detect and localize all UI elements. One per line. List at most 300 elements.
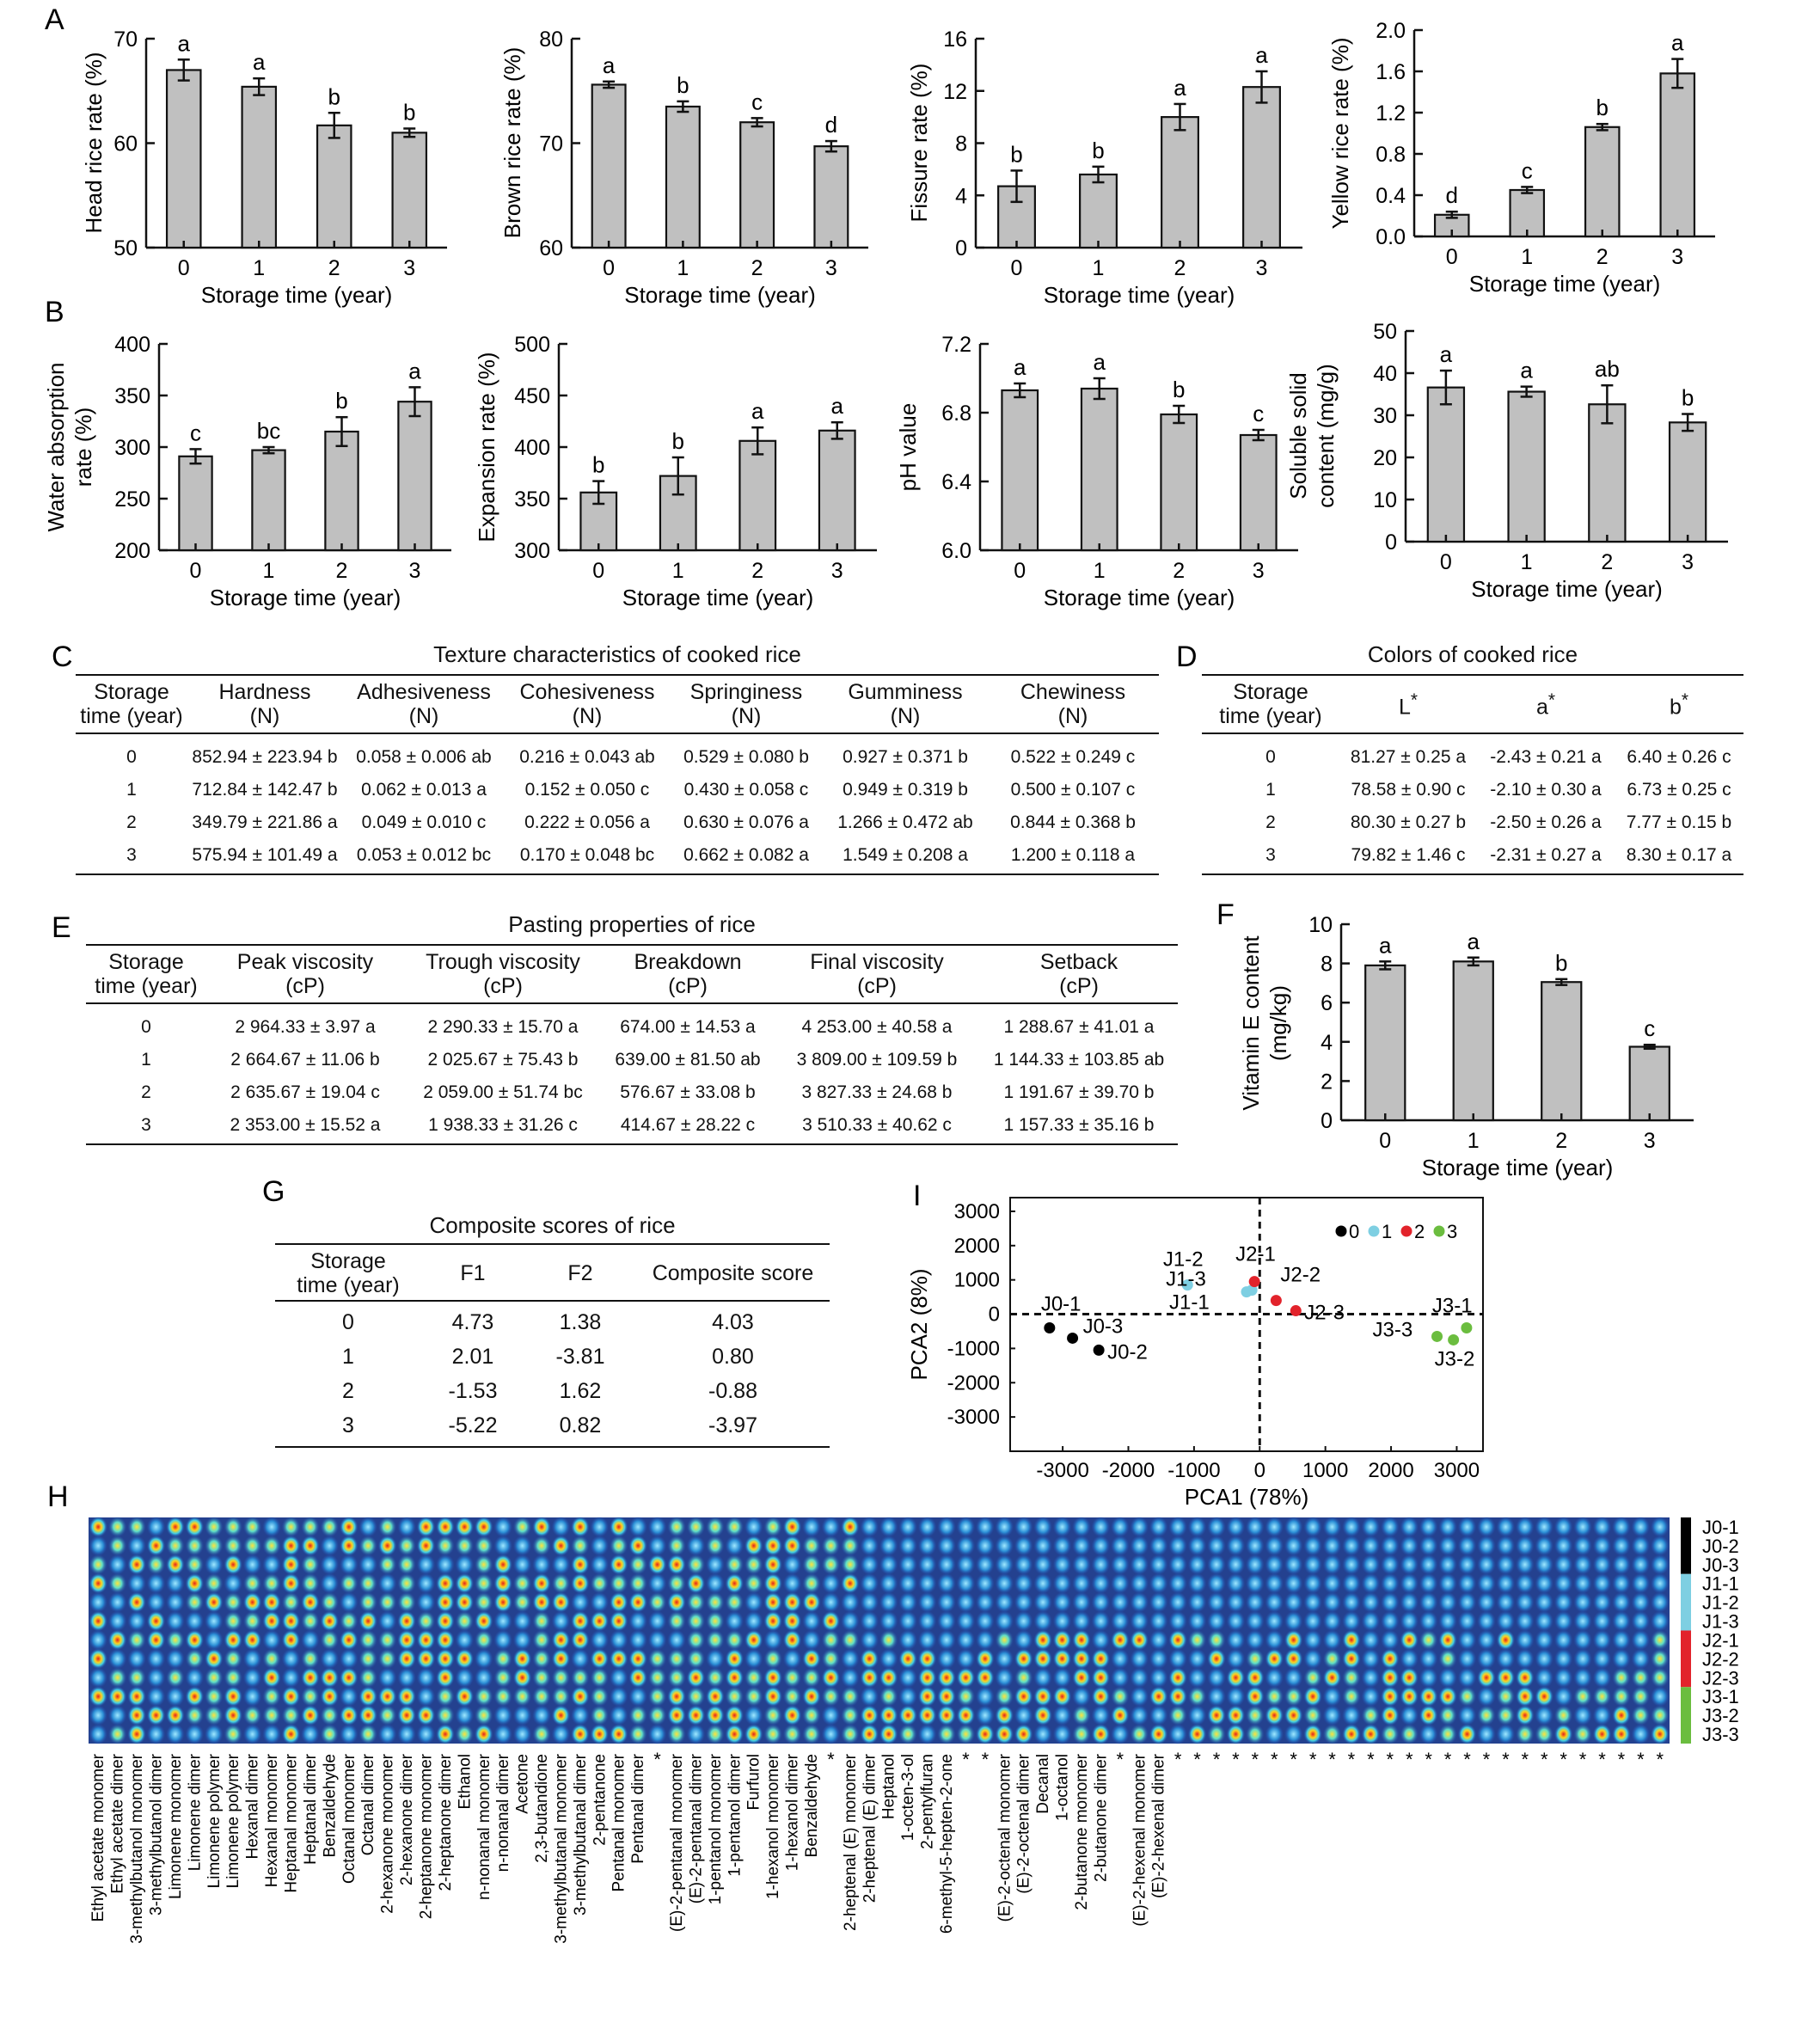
scatter-point-J2-3 [1290,1305,1302,1316]
header-line: F2 [567,1261,593,1285]
compound-label-unidentified: * [1656,1749,1664,1770]
y-tick-label: 200 [114,539,150,563]
heatmap-cell [475,1554,493,1575]
heatmap-cell [1111,1705,1130,1726]
y-axis-label: Brown rice rate (%) [499,46,525,239]
heatmap-cell [1072,1554,1091,1575]
heatmap-cell [996,1517,1014,1537]
heatmap-cell [397,1536,416,1556]
heatmap-cell [1227,1592,1246,1613]
significance-letter: a [1093,349,1106,375]
heatmap-cell [475,1629,493,1650]
heatmap-cell [802,1610,821,1631]
heatmap-cell [224,1573,242,1594]
heatmap-cell [1053,1554,1072,1575]
heatmap-cell [1303,1724,1322,1744]
heatmap-cell [224,1705,242,1726]
heatmap-cell [726,1517,745,1537]
heatmap-cell [1053,1648,1072,1669]
heatmap-cell [591,1517,610,1537]
x-tick-label: 0 [1253,1459,1265,1482]
heatmap-cell [802,1667,821,1688]
header-line: (N) [408,704,439,728]
heatmap-cell [1092,1648,1111,1669]
heatmap-cell [205,1648,224,1669]
heatmap-cell [1014,1705,1033,1726]
heatmap-cell [898,1610,917,1631]
heatmap-cell [726,1648,745,1669]
heatmap-cell [1092,1592,1111,1613]
y-axis-label: Head rice rate (%) [81,52,107,234]
heatmap-cell [493,1724,512,1744]
heatmap-cell [1014,1554,1033,1575]
heatmap-cell [1130,1629,1149,1650]
x-tick-label: 3 [1682,550,1694,574]
heatmap-cell [89,1592,107,1613]
heatmap-cell [127,1724,146,1744]
heatmap-cell [1149,1554,1168,1575]
table-cell: 2 [1265,812,1276,832]
panel-letter-C: C [52,641,73,673]
compound-label-unidentified: * [1347,1749,1356,1770]
y-tick-label: 40 [1373,362,1397,386]
point-label: J0-2 [1107,1340,1148,1364]
table-header-cell [76,677,187,731]
heatmap-cell [1168,1517,1187,1537]
bar-chart-A2 [499,28,868,308]
superscript: * [1681,690,1688,711]
heatmap-cell [127,1554,146,1575]
heatmap-cell [321,1573,340,1594]
heatmap-cell [591,1667,610,1688]
heatmap-cell [667,1592,686,1613]
table-cell: 78.58 ± 0.90 c [1351,780,1466,800]
compound-label: 2-butanone monomer [1072,1754,1091,1910]
heatmap-cell [224,1667,242,1688]
heatmap-cell [358,1517,377,1537]
heatmap-cell [1400,1686,1419,1707]
heatmap-cell [1419,1629,1438,1650]
heatmap-cell [783,1667,802,1688]
heatmap-cell [1053,1517,1072,1537]
heatmap-cell [1632,1686,1651,1707]
heatmap-cell [475,1536,493,1556]
table-D [1202,677,1743,872]
heatmap-cell [1593,1705,1612,1726]
heatmap-cell [1438,1554,1457,1575]
heatmap-cell [301,1610,320,1631]
header-line: (cP) [857,974,897,998]
heatmap-cell [763,1592,782,1613]
heatmap-cell [1516,1592,1535,1613]
table-cell: 0.062 ± 0.013 a [361,780,487,800]
heatmap-cell [802,1573,821,1594]
y-tick-label: 0.8 [1376,143,1406,167]
compound-label: (E)-2-octenal monomer [996,1754,1014,1922]
heatmap-cell [628,1724,647,1744]
heatmap-cell [822,1686,841,1707]
heatmap-cell [822,1536,841,1556]
heatmap-cell [1516,1667,1535,1688]
compound-label: Limonene monomer [166,1754,185,1899]
heatmap-cell [243,1517,262,1537]
y-tick-label: 6.4 [941,470,971,494]
y-axis-label: content (mg/g) [1313,364,1339,508]
heatmap-cell [532,1517,551,1537]
heatmap-cell [1168,1648,1187,1669]
heatmap-cell [1554,1536,1573,1556]
heatmap-cell [1014,1629,1033,1650]
heatmap-cell [898,1554,917,1575]
heatmap-cell [1323,1724,1342,1744]
heatmap-cell [1303,1629,1322,1650]
heatmap-cell [1573,1629,1592,1650]
heatmap-cell [1284,1686,1303,1707]
heatmap-cell [243,1592,262,1613]
heatmap-cell [628,1705,647,1726]
bar-1 [1509,392,1545,542]
heatmap-cell [1438,1573,1457,1594]
heatmap-cell [513,1705,532,1726]
heatmap-cell [1438,1610,1457,1631]
heatmap-cell [1092,1667,1111,1688]
table-cell: 80.30 ± 0.27 b [1350,812,1467,832]
heatmap-cell [726,1629,745,1650]
heatmap-cell [1207,1724,1226,1744]
y-tick-label: -3000 [947,1406,1000,1430]
heatmap-cell [475,1686,493,1707]
heatmap-cell [493,1686,512,1707]
heatmap-cell [532,1648,551,1669]
y-tick-label: 6.8 [941,402,971,426]
heatmap-cell [1554,1629,1573,1650]
heatmap-cell [1573,1724,1592,1744]
table-cell: 349.79 ± 221.86 a [192,812,338,832]
heatmap-cell [1033,1517,1052,1537]
heatmap-cell [861,1536,879,1556]
legend-marker-1 [1369,1226,1380,1237]
significance-letter: ab [1594,356,1620,383]
y-tick-label: 300 [114,436,150,460]
heatmap-cell [1516,1573,1535,1594]
heatmap-cell [1265,1610,1284,1631]
heatmap-cell [1535,1536,1553,1556]
heatmap-cell [262,1648,281,1669]
heatmap-cell [1362,1592,1381,1613]
heatmap-cell [127,1629,146,1650]
table-cell: 1 144.33 ± 103.85 ab [993,1050,1165,1070]
heatmap-cell [436,1610,455,1631]
heatmap-cell [591,1648,610,1669]
table-header-row [1202,677,1743,731]
compound-label: Benzaldehyde [321,1754,340,1858]
heatmap-cell [571,1610,590,1631]
compound-label: (E)-2-octenal dimer [1014,1754,1033,1894]
heatmap-cell [262,1686,281,1707]
compound-label: 2-heptanone monomer [417,1754,436,1920]
compound-label: Limonene polymer [224,1754,243,1889]
heatmap-cell [378,1573,397,1594]
heatmap-cell [1362,1517,1381,1537]
heatmap-cell [1284,1667,1303,1688]
heatmap-cell [1168,1554,1187,1575]
bar-1 [1511,190,1544,236]
heatmap-cell [1535,1686,1553,1707]
heatmap-cell [879,1648,898,1669]
heatmap-cell [879,1517,898,1537]
heatmap-cell [1400,1629,1419,1650]
heatmap-cell [996,1573,1014,1594]
heatmap-cell [1516,1629,1535,1650]
heatmap-cell [1419,1667,1438,1688]
heatmap-cell [301,1686,320,1707]
y-tick-label: 6.0 [941,539,971,563]
heatmap-cell [1053,1629,1072,1650]
header-line: Hardness [218,680,311,704]
sample-label: J1-3 [1702,1610,1739,1633]
heatmap-cell [937,1686,956,1707]
heatmap-cell [726,1724,745,1744]
significance-letter: b [677,71,689,98]
table-G-bottom-rule [275,1446,830,1448]
heatmap-cell [628,1592,647,1613]
x-tick-label: 3 [1643,1129,1656,1153]
heatmap-cell [1014,1517,1033,1537]
bar-2 [1589,404,1625,542]
heatmap-cell [571,1724,590,1744]
table-cell: 0.630 ± 0.076 a [683,812,809,832]
heatmap-cell [513,1573,532,1594]
bar-3 [1630,1047,1670,1121]
heatmap-cell [1651,1686,1670,1707]
heatmap-cell [1554,1648,1573,1669]
heatmap-cell [996,1629,1014,1650]
heatmap-cell [763,1573,782,1594]
heatmap-cell [456,1724,475,1744]
heatmap-cell [1014,1592,1033,1613]
heatmap-cell [628,1686,647,1707]
heatmap-cell [1188,1610,1207,1631]
heatmap-cell [1593,1536,1612,1556]
compound-label-unidentified: * [962,1749,970,1770]
heatmap-cell [1458,1592,1477,1613]
bar-2 [325,432,358,550]
table-row [275,1374,830,1408]
bar-chart-A1 [81,28,447,308]
heatmap-cell [358,1705,377,1726]
y-tick-label: 12 [943,79,967,104]
significance-letter: a [751,398,764,425]
heatmap-cell [1419,1536,1438,1556]
table-row [86,1109,1178,1142]
heatmap-cell [301,1554,320,1575]
heatmap-cell [1265,1724,1284,1744]
heatmap-cell [186,1592,205,1613]
heatmap-cell [436,1648,455,1669]
heatmap-cell [321,1536,340,1556]
heatmap-cell [610,1610,628,1631]
y-tick-label: 10 [1308,913,1333,937]
heatmap-cell [1535,1610,1553,1631]
heatmap-cell [628,1536,647,1556]
x-tick-label: 1 [262,559,275,583]
heatmap-cell [745,1610,763,1631]
table-cell: 2 635.67 ± 19.04 c [230,1082,380,1102]
heatmap-cell [147,1667,166,1688]
heatmap-cell [1130,1686,1149,1707]
heatmap-cell [802,1517,821,1537]
table-cell: 79.82 ± 1.46 c [1351,845,1466,865]
heatmap-cell [1516,1554,1535,1575]
heatmap-cell [205,1517,224,1537]
heatmap-cell [513,1648,532,1669]
heatmap-cell [591,1573,610,1594]
significance-letter: a [408,358,421,384]
bar-1 [666,107,700,248]
table-cell: 1.200 ± 0.118 a [1010,845,1136,865]
heatmap-cell [745,1648,763,1669]
table-row [275,1339,830,1374]
x-tick-label: 2 [328,256,340,280]
compound-label-unidentified: * [653,1749,661,1770]
heatmap-cell [89,1554,107,1575]
heatmap-cell [552,1554,571,1575]
table-E-title: Pasting properties of rice [508,911,756,937]
heatmap-cell [957,1554,976,1575]
heatmap-cell [127,1686,146,1707]
x-tick-label: 1 [1520,550,1533,574]
table-C [76,677,1159,872]
heatmap-cell [475,1667,493,1688]
heatmap-cell [1593,1724,1612,1744]
compound-label: 2-heptenal (E) monomer [841,1754,860,1931]
table-header-cell [187,677,342,731]
table-cell: 0.844 ± 0.368 b [1010,812,1136,832]
x-axis-label: PCA1 (78%) [1184,1484,1309,1510]
compound-label: Acetone [513,1754,532,1814]
heatmap-cell [436,1724,455,1744]
heatmap-cell [475,1610,493,1631]
x-tick-label: 0 [1379,1129,1392,1153]
x-tick-label: 3 [408,559,421,583]
group-color-bar-2 [1681,1631,1691,1688]
table-header-cell [342,677,506,731]
compound-label: Limonene polymer [205,1754,224,1889]
heatmap-cell [861,1573,879,1594]
heatmap-cell [1053,1705,1072,1726]
heatmap-cell [957,1592,976,1613]
heatmap-cell [321,1554,340,1575]
compound-label: 3-methylbutanol dimer [147,1754,166,1916]
table-cell: 3 [126,845,137,865]
panel-letter-B: B [45,296,64,328]
y-tick-label: 500 [514,333,550,357]
y-tick-label: -1000 [947,1337,1000,1361]
heatmap-cell [186,1724,205,1744]
heatmap-cell [1033,1667,1052,1688]
x-tick-label: 3 [1671,245,1684,269]
heatmap-cell [687,1610,706,1631]
header-line: Peak viscosity [236,950,374,974]
y-tick-label: 1.6 [1376,60,1406,84]
table-cell: 2 353.00 ± 15.52 a [230,1115,381,1135]
heatmap-cell [456,1667,475,1688]
heatmap-cell [1632,1724,1651,1744]
heatmap-cell [108,1536,127,1556]
heatmap-cell [532,1667,551,1688]
heatmap-cell [456,1629,475,1650]
point-label: J2-1 [1235,1242,1276,1266]
heatmap-cell [1227,1686,1246,1707]
header-line: L* [1398,690,1418,720]
heatmap-cell [1438,1705,1457,1726]
heatmap-cell [1033,1724,1052,1744]
heatmap-cell [937,1592,956,1613]
heatmap-cell [243,1705,262,1726]
heatmap-cell [513,1629,532,1650]
heatmap-cell [340,1705,358,1726]
heatmap-cell [1188,1686,1207,1707]
heatmap-cell [1072,1648,1091,1669]
heatmap-cell [340,1554,358,1575]
y-tick-label: 2000 [953,1234,1000,1258]
heatmap-cell [186,1648,205,1669]
y-tick-label: 2.0 [1376,19,1406,43]
heatmap-cell [937,1517,956,1537]
heatmap-cell [552,1592,571,1613]
heatmap-cell [1497,1573,1516,1594]
heatmap-cell [628,1517,647,1537]
heatmap-cell [1092,1610,1111,1631]
heatmap-cell [358,1648,377,1669]
heatmap-cell [648,1592,667,1613]
heatmap-cell [1265,1648,1284,1669]
heatmap-cell [667,1686,686,1707]
heatmap-cell [1458,1667,1477,1688]
heatmap-cell [1651,1629,1670,1650]
heatmap-cell [378,1536,397,1556]
heatmap-cell [706,1724,725,1744]
heatmap-cell [282,1517,301,1537]
group-color-bar-3 [1681,1687,1691,1744]
heatmap-cell [1188,1536,1207,1556]
heatmap-cell [1053,1686,1072,1707]
table-cell: 0.949 ± 0.319 b [843,780,968,800]
heatmap-cell [745,1724,763,1744]
x-tick-label: 2000 [1368,1459,1414,1482]
heatmap-cell [436,1667,455,1688]
heatmap-cell [186,1536,205,1556]
heatmap-cell [1477,1554,1496,1575]
heatmap-cell [1265,1667,1284,1688]
heatmap-cell [397,1724,416,1744]
heatmap-cell [1612,1629,1631,1650]
heatmap-cell [1419,1648,1438,1669]
heatmap-cell [301,1629,320,1650]
heatmap-cell [301,1724,320,1744]
table-cell: 4.03 [712,1309,754,1334]
heatmap-cell [397,1667,416,1688]
table-cell: 0.152 ± 0.050 c [524,780,650,800]
y-tick-label: 3000 [953,1199,1000,1223]
heatmap-cell [763,1667,782,1688]
heatmap-cell [1014,1667,1033,1688]
heatmap-cell [1227,1629,1246,1650]
heatmap-cell [397,1592,416,1613]
heatmap-cell [706,1592,725,1613]
heatmap-cell [937,1554,956,1575]
heatmap-cell [243,1667,262,1688]
